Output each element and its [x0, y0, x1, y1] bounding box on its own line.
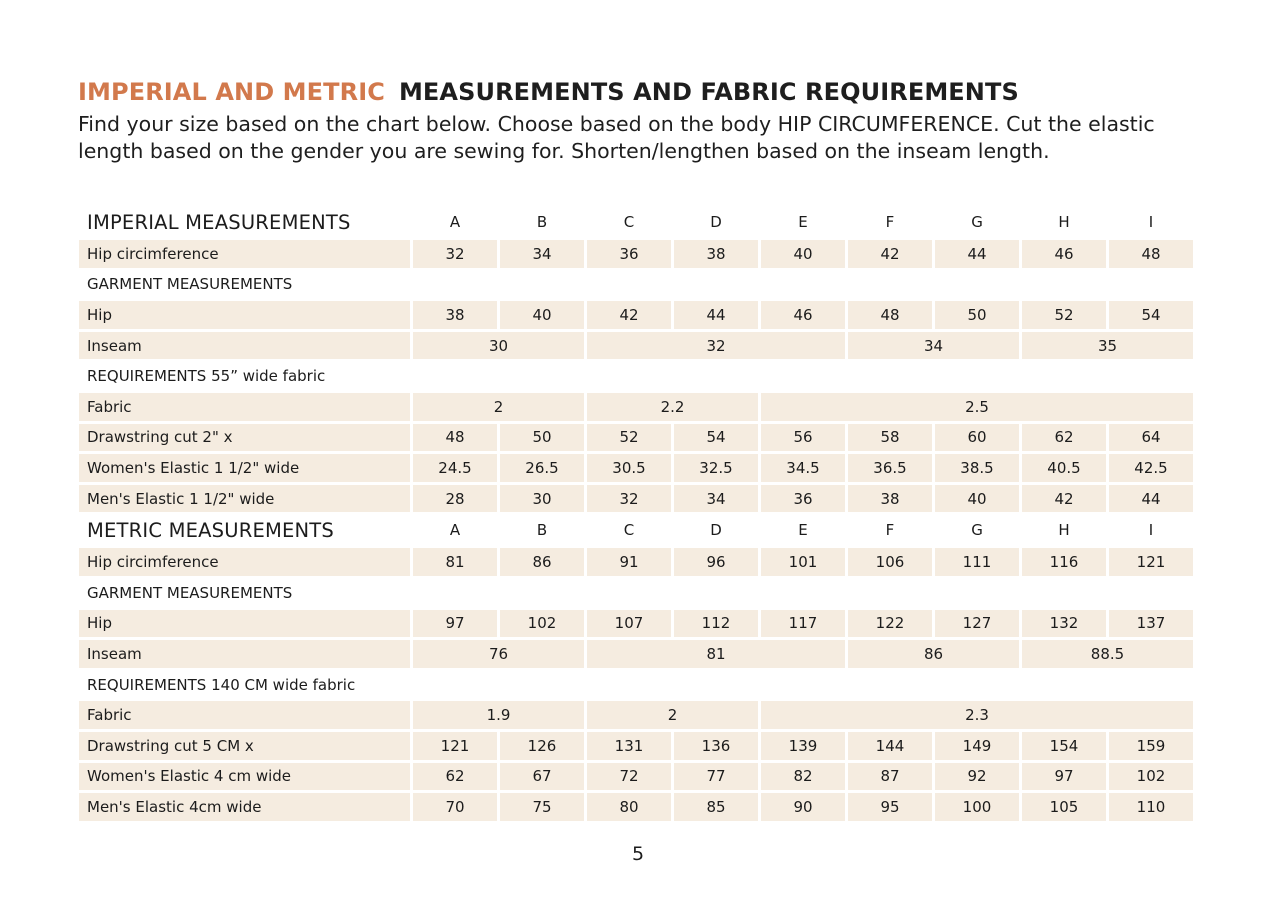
value-cell: 85 [674, 793, 758, 821]
value-cell: 35 [1022, 332, 1193, 360]
value-cell: 75 [500, 793, 584, 821]
value-cell: 40 [500, 301, 584, 329]
size-header: A [449, 521, 461, 540]
value-cell: 40.5 [1022, 454, 1106, 482]
intro-line-2: length based on the gender you are sewing for. Shorten/lengthen based on the inseam length. [78, 139, 1050, 163]
row-label: Hip circimference [79, 548, 410, 576]
value-cell: 2.2 [587, 393, 758, 421]
value-cell: 101 [761, 548, 845, 576]
value-cell: 48 [413, 424, 497, 452]
value-cell: 86 [500, 548, 584, 576]
value-cell: 36 [761, 485, 845, 513]
value-cell: 40 [935, 485, 1019, 513]
value-cell: 54 [1109, 301, 1193, 329]
size-header: F [885, 521, 895, 540]
imperial-garment_title [79, 271, 1193, 299]
value-cell: 127 [935, 610, 1019, 638]
metric-row-hip [79, 610, 1193, 638]
value-cell: 62 [1022, 424, 1106, 452]
heading-main: MEASUREMENTS AND FABRIC REQUIREMENTS [398, 78, 1019, 106]
value-cell: 77 [674, 763, 758, 791]
size-header: D [710, 521, 722, 540]
value-cell: 32 [587, 485, 671, 513]
size-header: C [623, 213, 635, 231]
row-label: Drawstring cut 5 CM x [79, 732, 410, 760]
value-cell: 44 [1109, 485, 1193, 513]
imperial-row-hip_circ [79, 240, 1193, 268]
value-cell: 86 [848, 640, 1019, 668]
value-cell: 144 [848, 732, 932, 760]
value-cell: 56 [761, 424, 845, 452]
value-cell: 1.9 [413, 701, 584, 729]
value-cell: 26.5 [500, 454, 584, 482]
value-cell: 38 [674, 240, 758, 268]
size-header: G [971, 521, 983, 540]
row-label: Inseam [79, 332, 410, 360]
row-label: Drawstring cut 2" x [79, 424, 410, 452]
value-cell: 40 [761, 240, 845, 268]
metric-row-womens_elastic [79, 763, 1193, 791]
section-title: GARMENT MEASUREMENTS [87, 583, 293, 602]
section-title: IMPERIAL MEASUREMENTS [87, 210, 351, 234]
value-cell: 36 [587, 240, 671, 268]
value-cell: 28 [413, 485, 497, 513]
value-cell: 50 [935, 301, 1019, 329]
value-cell: 30 [413, 332, 584, 360]
value-cell: 137 [1109, 610, 1193, 638]
value-cell: 97 [413, 610, 497, 638]
value-cell: 54 [674, 424, 758, 452]
imperial-row-inseam [79, 332, 1193, 360]
value-cell: 76 [413, 640, 584, 668]
page-heading [78, 78, 1019, 106]
size-header: B [536, 521, 548, 540]
size-header: G [971, 213, 983, 231]
row-label: Hip circimference [79, 240, 410, 268]
value-cell: 136 [674, 732, 758, 760]
intro-text [78, 111, 1198, 165]
value-cell: 34 [848, 332, 1019, 360]
value-cell: 100 [935, 793, 1019, 821]
size-header: E [798, 213, 808, 231]
value-cell: 97 [1022, 763, 1106, 791]
value-cell: 62 [413, 763, 497, 791]
value-cell: 36.5 [848, 454, 932, 482]
size-header: H [1058, 213, 1070, 231]
row-label: Women's Elastic 1 1/2" wide [79, 454, 410, 482]
value-cell: 82 [761, 763, 845, 791]
value-cell: 111 [935, 548, 1019, 576]
value-cell: 38.5 [935, 454, 1019, 482]
value-cell: 42.5 [1109, 454, 1193, 482]
value-cell: 87 [848, 763, 932, 791]
value-cell: 92 [935, 763, 1019, 791]
size-header: C [623, 521, 635, 540]
metric-row-fabric [79, 701, 1193, 729]
section-title: REQUIREMENTS 140 CM wide fabric [87, 675, 356, 694]
metric-row-inseam [79, 640, 1193, 668]
value-cell: 81 [587, 640, 845, 668]
value-cell: 80 [587, 793, 671, 821]
value-cell: 42 [848, 240, 932, 268]
metric-row-drawstring [79, 732, 1193, 760]
value-cell: 91 [587, 548, 671, 576]
size-header: H [1058, 521, 1070, 540]
value-cell: 30.5 [587, 454, 671, 482]
value-cell: 139 [761, 732, 845, 760]
metric-requirements_title [79, 671, 1193, 699]
value-cell: 131 [587, 732, 671, 760]
intro-line-1: Find your size based on the chart below. Choose based on the body HIP CIRCUMFERENCE. Cut the elastic [78, 112, 1155, 136]
value-cell: 38 [848, 485, 932, 513]
value-cell: 30 [500, 485, 584, 513]
heading-accent: IMPERIAL AND METRIC [78, 78, 385, 106]
value-cell: 112 [674, 610, 758, 638]
value-cell: 60 [935, 424, 1019, 452]
page-number: 5 [631, 843, 645, 865]
value-cell: 102 [1109, 763, 1193, 791]
row-label: Fabric [79, 393, 410, 421]
size-header: I [1148, 213, 1154, 231]
value-cell: 64 [1109, 424, 1193, 452]
value-cell: 90 [761, 793, 845, 821]
value-cell: 32 [587, 332, 845, 360]
size-header: E [798, 521, 808, 540]
imperial-row-drawstring [79, 424, 1193, 452]
size-chart-body [79, 207, 1193, 821]
imperial-requirements_title [79, 362, 1193, 390]
metric-row-hip_circ [79, 548, 1193, 576]
value-cell: 34.5 [761, 454, 845, 482]
value-cell: 2 [413, 393, 584, 421]
value-cell: 88.5 [1022, 640, 1193, 668]
value-cell: 2 [587, 701, 758, 729]
value-cell: 121 [1109, 548, 1193, 576]
value-cell: 126 [500, 732, 584, 760]
section-title: GARMENT MEASUREMENTS [87, 275, 293, 294]
value-cell: 2.3 [761, 701, 1193, 729]
value-cell: 24.5 [413, 454, 497, 482]
value-cell: 50 [500, 424, 584, 452]
value-cell: 2.5 [761, 393, 1193, 421]
value-cell: 52 [1022, 301, 1106, 329]
value-cell: 58 [848, 424, 932, 452]
value-cell: 81 [413, 548, 497, 576]
value-cell: 67 [500, 763, 584, 791]
value-cell: 107 [587, 610, 671, 638]
size-header: D [710, 213, 722, 231]
value-cell: 34 [674, 485, 758, 513]
value-cell: 121 [413, 732, 497, 760]
value-cell: 116 [1022, 548, 1106, 576]
value-cell: 106 [848, 548, 932, 576]
size-header: I [1148, 521, 1154, 540]
value-cell: 38 [413, 301, 497, 329]
row-label: Men's Elastic 4cm wide [79, 793, 410, 821]
row-label: Inseam [79, 640, 410, 668]
row-label: Fabric [79, 701, 410, 729]
imperial-row-hip [79, 301, 1193, 329]
value-cell: 159 [1109, 732, 1193, 760]
value-cell: 96 [674, 548, 758, 576]
value-cell: 149 [935, 732, 1019, 760]
size-header: A [449, 213, 461, 231]
value-cell: 32 [413, 240, 497, 268]
section-title: REQUIREMENTS 55” wide fabric [87, 367, 326, 386]
metric-garment_title [79, 579, 1193, 607]
row-label: Hip [79, 610, 410, 638]
section-title: METRIC MEASUREMENTS [87, 518, 334, 542]
value-cell: 46 [1022, 240, 1106, 268]
value-cell: 122 [848, 610, 932, 638]
value-cell: 154 [1022, 732, 1106, 760]
value-cell: 44 [674, 301, 758, 329]
value-cell: 32.5 [674, 454, 758, 482]
value-cell: 42 [1022, 485, 1106, 513]
value-cell: 42 [587, 301, 671, 329]
row-label: Women's Elastic 4 cm wide [79, 763, 410, 791]
value-cell: 72 [587, 763, 671, 791]
value-cell: 105 [1022, 793, 1106, 821]
metric-header-row [79, 515, 1193, 545]
value-cell: 132 [1022, 610, 1106, 638]
value-cell: 48 [1109, 240, 1193, 268]
size-header: F [885, 213, 895, 231]
value-cell: 34 [500, 240, 584, 268]
value-cell: 102 [500, 610, 584, 638]
imperial-row-womens_elastic [79, 454, 1193, 482]
value-cell: 110 [1109, 793, 1193, 821]
size-chart-table [76, 204, 1196, 824]
value-cell: 44 [935, 240, 1019, 268]
imperial-row-mens_elastic [79, 485, 1193, 513]
imperial-row-fabric [79, 393, 1193, 421]
row-label: Men's Elastic 1 1/2" wide [79, 485, 410, 513]
imperial-header-row [79, 207, 1193, 237]
value-cell: 46 [761, 301, 845, 329]
size-header: B [536, 213, 548, 231]
value-cell: 52 [587, 424, 671, 452]
value-cell: 48 [848, 301, 932, 329]
value-cell: 70 [413, 793, 497, 821]
value-cell: 95 [848, 793, 932, 821]
metric-row-mens_elastic [79, 793, 1193, 821]
row-label: Hip [79, 301, 410, 329]
value-cell: 117 [761, 610, 845, 638]
